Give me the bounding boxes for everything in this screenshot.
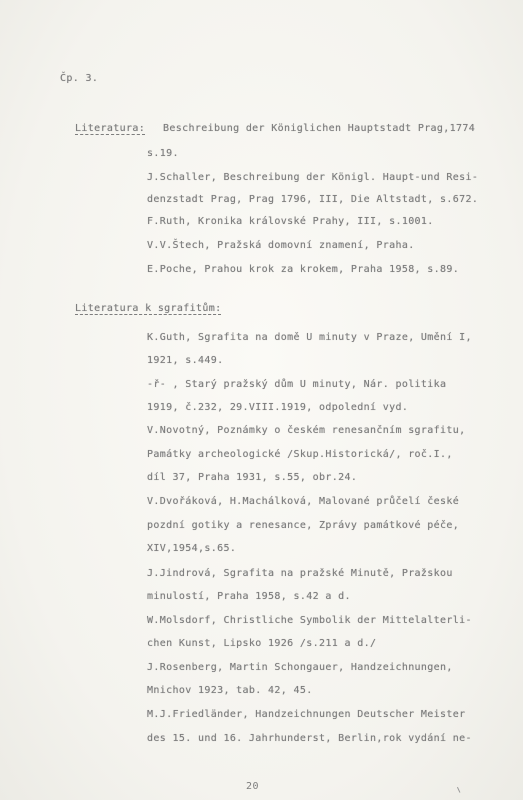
literature-entry-line: Beschreibung der Königlichen Hauptstadt Prag,1774 [163,123,476,134]
literature-entry-line: V.V.Štech, Pražská domovní znamení, Praha. [147,240,415,251]
sgraffito-entry-line: pozdní gotiky a renesance, Zprávy památkové péče, [147,520,460,531]
sgraffito-entry-line: J.Jindrová, Sgrafita na pražské Minutě, Pražskou [147,568,453,579]
literature-entry-line: F.Ruth, Kronika královské Prahy, III, s.1001. [147,216,434,227]
literature-entry-line: denzstadt Prag, Prag 1796, III, Die Altstadt, s.672. [147,194,479,205]
sgraffito-entry-line: 1919, č.232, 29.VIII.1919, odpolední vyd. [147,402,409,413]
sgraffito-entry-line: M.J.Friedländer, Handzeichnungen Deutscher Meister [147,709,466,720]
sgraffito-entry-line: chen Kunst, Lipsko 1926 /s.211 a d./ [147,638,377,649]
sgraffito-entry-line: V.Novotný, Poznámky o českém renesančním sgrafitu, [147,425,466,436]
sgraffito-entry-line: J.Rosenberg, Martin Schongauer, Handzeichnungen, [147,662,453,673]
sgraffito-entry-line: Mnichov 1923, tab. 42, 45. [147,685,313,696]
literature-entry-line: J.Schaller, Beschreibung der Königl. Haupt-und Resi- [147,172,479,183]
sgraffito-entry-line: Památky archeologické /Skup.Historická/, roč.I., [147,449,453,460]
literature-entry-line: s.19. [147,148,179,159]
sgraffito-entry-line: des 15. und 16. Jahrhunderst, Berlin,rok vydání ne- [147,733,472,744]
sgraffito-entry-line: 1921, s.449. [147,355,224,366]
pencil-mark [457,785,464,793]
sgraffito-entry-line: V.Dvořáková, H.Machálková, Malované průčelí české [147,496,460,507]
sgraffito-entry-line: W.Molsdorf, Christliche Symbolik der Mittelalterli- [147,615,472,626]
sgraffito-entry-line: XIV,1954,s.65. [147,543,237,554]
sgraffito-heading: Literatura k sgrafitům: [75,303,222,314]
sgraffito-entry-line: minulostí, Praha 1958, s.42 a d. [147,591,351,602]
literature-entry-line: E.Poche, Prahou krok za krokem, Praha 1958, s.89. [147,264,460,275]
literature-heading: Literatura: [75,123,146,134]
page-number: 20 [246,781,260,792]
sgraffito-entry-line: díl 37, Praha 1931, s.55, obr.24. [147,472,358,483]
sgraffito-entry-line: K.Guth, Sgrafita na domě U minuty v Praze, Umění I, [147,332,472,343]
chapter-label: Čp. 3. [60,73,99,84]
sgraffito-entry-line: -ř- , Starý pražský dům U minuty, Nár. politika [147,379,447,390]
